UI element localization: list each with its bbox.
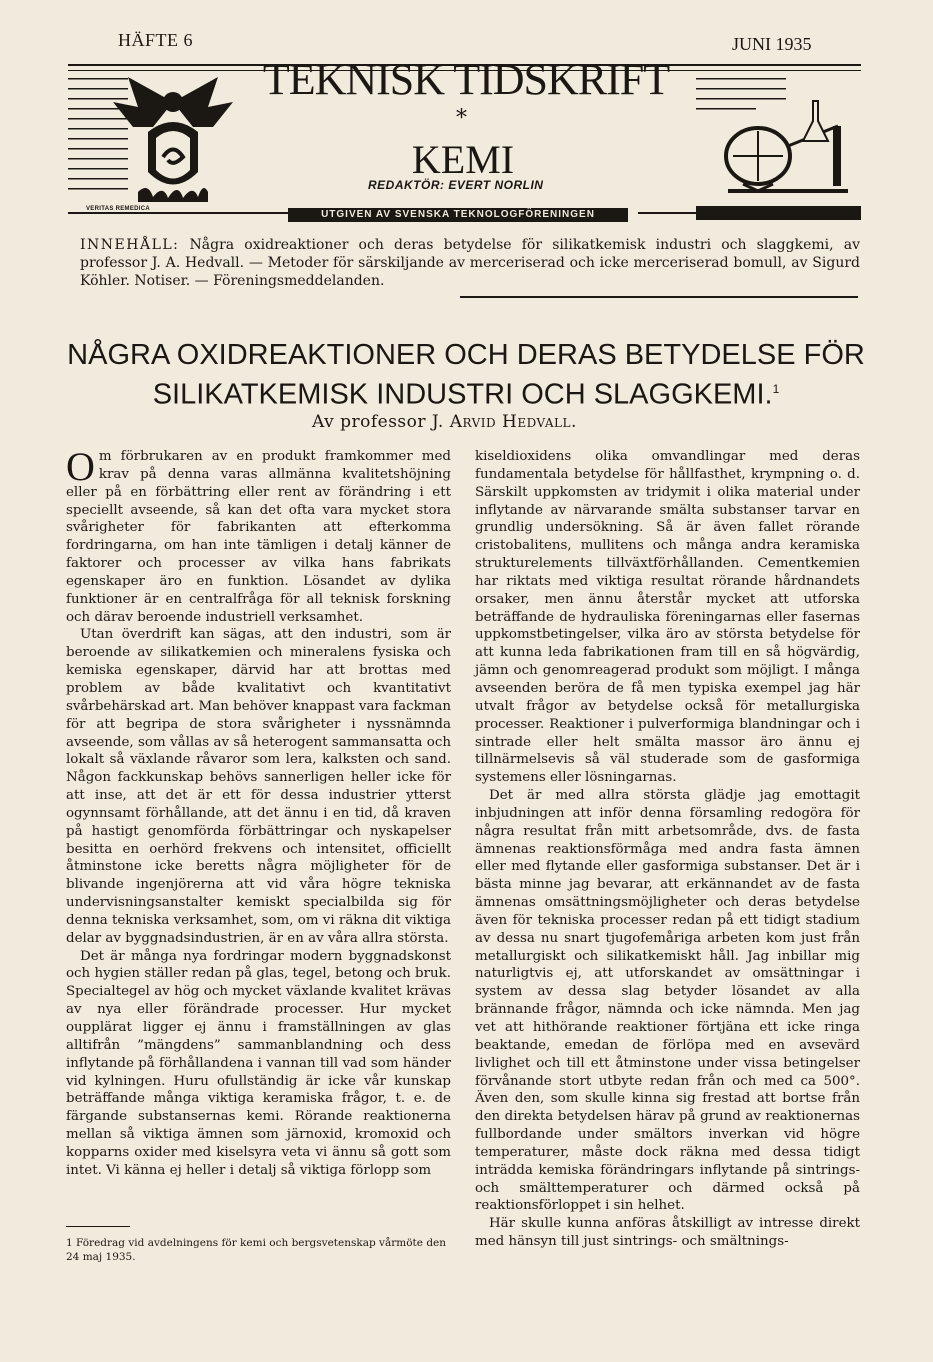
- section-title: KEMI: [411, 137, 515, 182]
- byline: [312, 412, 577, 432]
- publisher-banner: UTGIVEN AV SVENSKA TEKNOLOGFÖRENINGEN: [288, 208, 628, 222]
- title-footnote-marker: 1: [772, 382, 780, 396]
- crest-motto: VERITAS REMEDICA: [86, 206, 151, 212]
- article-title: [60, 338, 872, 412]
- journal-title: TEKNISK TIDSKRIFT: [262, 55, 670, 104]
- paragraph: Det är med allra största glädje jag emottagit inbjudningen att inför denna församling redogöra för några resultat från mitt arbetsområde, dvs. de fasta ämnenas reaktionsförmåga med andra fasta ämnen eller med flytande eller gasformiga substanser. Det är i bästa minne jag bevarar, att erkännandet av de fasta ämnenas omsättningsmöjligheter och deras betydelse även för tekniska processer redan på ett tidigt stadium av dessa nu snart tjugofemåriga arbeten kom just från metallurgiskt och silikatkemiskt håll. Jag inbillar mig naturligtvis ej, att utforskandet av omsättningar i system av dessa slag betyder lösandet av alla brännande frågor, nämnda och icke nämnda. Men jag vet att hithörande reaktioner förtjäna ett icke ringa beaktande, emedan de förlöpa med en avsevärd livlighet och till ett åtminstone under vissa betingelser förvånande stort utbyte redan från och med ca 500°. Även den, som skulle kinna sig frestad att bortse från den direkta betydelsen härav på grund av reaktionernas fullbordande under smältors inverkan vid högre temperaturer, måste dock räkna med dessa tidigt inträdda kemiska förändringars inflytande på sintrings- och smälttemperaturer och därmed också på reaktionsförloppet i sin helhet.: [475, 788, 860, 1214]
- paragraph: kiseldioxidens olika omvandlingar med deras fundamentala betydelse för hållfasthet, krympning o. d. Särskilt uppkomsten av tridymit i olika material under inflytande av närvarande smälta substanser tarvar en grundlig undersökning. Så är även fallet rörande cristobalitens, mullitens och många andra keramiska strukturelements tillväxtförhållanden. Cementkemien har riktats med viktiga resultat rörande hårdnandets orsaker, men ännu återstår mycket att utforska beträffande de hydrauliska föreningarnas eller fasernas uppkomstbetingelser, vilka äro av största betydelse för att kunna leda fabrikationen fram till en så högvärdig, jämn och genomreagerad produkt som möjligt. I många avseenden beröra de få men typiska exempel jag här utvalt frågor av betydelse också för metallurgiska processer. Reaktioner i pulverformiga blandningar och i sintrade eller helt smälta massor äro ännu ej tillnärmelsevis så väl studerade som de gasformiga systemens eller lösningarnas.: [475, 449, 860, 786]
- masthead: [68, 55, 861, 222]
- paragraph: [66, 444, 451, 626]
- paragraph-text: m förbrukaren av en produkt framkommer med krav på denna varas allmänna kvalitetshöjning eller på en förbättring eller rent av förändring i ett speciellt avseende, så kan det ofta vara mycket stora svårigheter för fabrikanten att efterkomma fordringarna, om han inte tämligen i detalj känner de faktorer och processer av vilka hans fabrikats egenskaper äro en funktion. Lösandet av dylika funktioner är en centralfråga för all teknisk forskning och därav beroende industriell verksamhet.: [66, 449, 451, 625]
- footnote: 1 Föredrag vid avdelningens för kemi och bergsvetenskap vårmöte den 24 maj 1935.: [66, 1237, 447, 1263]
- title-star: *: [456, 106, 467, 131]
- contents-label: INNEHÅLL:: [80, 237, 180, 253]
- contents-text: Några oxidreaktioner och deras betydelse för silikatkemisk industri och slaggkemi, av professor J. A. Hedvall. — Metoder för särskiljande av merceriserad och icke merceriserad bomull, av Sigurd Köhler. Notiser. — Föreningsmeddelanden.: [80, 237, 860, 289]
- article-column-left: [66, 444, 451, 1180]
- editor-line: REDAKTÖR: EVERT NORLIN: [368, 178, 544, 192]
- article-column-right: [475, 448, 860, 1251]
- issue-date: JUNI 1935: [732, 34, 812, 54]
- table-of-contents: [80, 236, 860, 290]
- paragraph: Här skulle kunna anföras åtskilligt av intresse direkt med hänsyn till just sintrings- och smältnings-: [475, 1216, 860, 1250]
- paragraph: Utan överdrift kan sägas, att den industri, som är beroende av silikatkemien och mineralens fysiska och kemiska egenskaper, därvid har att brottas med problem av både kvalitativt och kvantitativt svårbehärskad art. Man behöver knappast vara fackman för att begripa de stora svårigheter i nyssnämnda avseende, som vållas av så heterogent sammansatta och lokalt så växlande råvaror som lera, kalksten och sand. Någon fackkunskap behövs sannerligen heller icke för att inse, att det är ett för dessa industrier ytterst ogynnsamt förhållande, att det ännu i en tid, då kraven på hastigt genomförda förbättringar och nyskapelser besitta en oerhörd frekvens och intensitet, officiellt åtminstone icke beretts några möjligheter för de blivande ingenjörerna att vid våra högre tekniska undervisningsanstalter kemiskt specialbilda sig för denna tekniska verksamhet, som, om vi räkna dit viktiga delar av byggnadsindustrien, är en av våra allra största.: [66, 627, 451, 946]
- article-title-text: NÅGRA OXIDREAKTIONER OCH DERAS BETYDELSE FÖR SILIKATKEMISK INDUSTRI OCH SLAGGKEMI.: [67, 339, 865, 411]
- paragraph: Det är många nya fordringar modern byggnadskonst och hygien ställer redan på glas, tegel, betong och bruk. Specialtegel av hög och mycket växlande kvalitet krävas av nya eller förändrade processer. Hur mycket oupplärat ligger ej ännu i framställningen av glas alltifrån ”mängdens” sammanblandning och dess inflytande på förhållandena i vannan till vad som händer vid kylningen. Huru ofullständig är icke vår kunskap beträffande många viktiga keramiska frågor, t. e. de färgande substansernas kemi. Rörande reaktionerna mellan så viktiga ämnen som järnoxid, kromoxid och kopparns oxider med kiselsyra veta vi ännu så gott som intet. Vi känna ej heller i detalj så viktiga förlopp som: [66, 948, 451, 1178]
- byline-prefix: Av professor J.: [312, 412, 444, 432]
- author-name: Arvid Hedvall.: [449, 412, 577, 432]
- laboratory-apparatus-icon: [718, 96, 858, 206]
- eagle-crest-icon: [108, 72, 238, 212]
- issue-number: HÄFTE 6: [118, 30, 193, 50]
- footnote-divider: [66, 1226, 130, 1227]
- drop-cap: O: [66, 444, 95, 489]
- contents-divider: [460, 296, 858, 298]
